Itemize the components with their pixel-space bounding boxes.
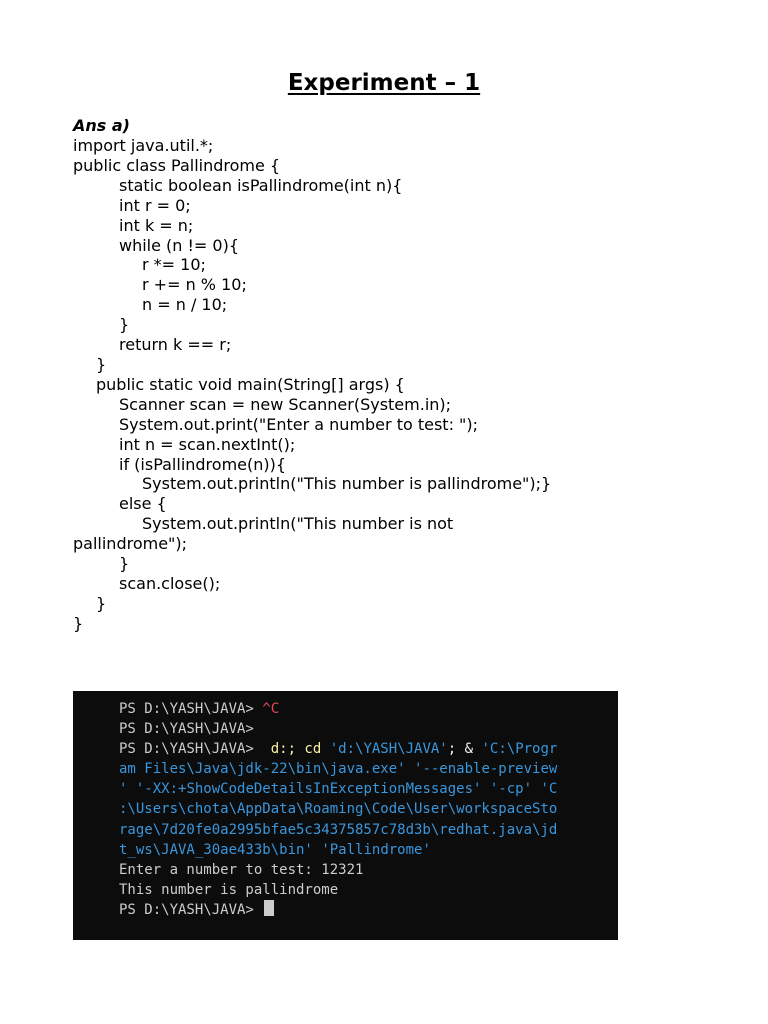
terminal-flag: '--enable-preview	[414, 761, 558, 778]
code-line: import java.util.*;	[73, 136, 214, 155]
terminal-line	[119, 860, 609, 880]
terminal-interrupt: ^C	[262, 701, 280, 717]
code-line: public static void main(String[] args) {	[96, 374, 405, 394]
code-line: while (n != 0){	[119, 235, 240, 255]
terminal-cd-path: 'd:\YASH\JAVA'	[329, 741, 448, 758]
terminal-prompt: PS D:\YASH\JAVA>	[119, 721, 254, 738]
answer-label: Ans a)	[73, 116, 130, 135]
code-line: }	[96, 354, 107, 374]
terminal-separator: ; &	[447, 741, 474, 758]
code-line: int n = scan.nextInt();	[119, 434, 296, 454]
terminal-output-line: This number is pallindrome	[119, 881, 339, 898]
code-line: else {	[119, 494, 167, 514]
code-line: Scanner scan = new Scanner(System.in);	[119, 394, 452, 414]
code-line: }	[96, 593, 107, 613]
code-line: }	[73, 613, 84, 633]
terminal-cp-flag: '-cp'	[489, 781, 533, 798]
terminal-prompt: PS D:\YASH\JAVA>	[119, 741, 254, 758]
terminal-flag: '-XX:+ShowCodeDetailsInExceptionMessages'	[135, 781, 482, 798]
terminal-flag-cont: '	[119, 781, 128, 798]
terminal-line	[119, 779, 609, 799]
code-listing	[73, 136, 693, 634]
terminal-line	[119, 900, 609, 920]
terminal-prompt: PS D:\YASH\JAVA>	[119, 901, 254, 918]
code-line: int r = 0;	[119, 195, 191, 215]
code-line: System.out.println("This number is not	[142, 514, 454, 534]
terminal-line	[119, 739, 609, 759]
terminal-line	[119, 799, 609, 819]
code-line: return k == r;	[119, 335, 232, 355]
terminal-output-line: Enter a number to test: 12321	[119, 861, 364, 878]
code-line: scan.close();	[119, 573, 221, 593]
code-line: pallindrome");	[73, 534, 188, 554]
code-line: r *= 10;	[142, 255, 206, 275]
terminal-output	[119, 699, 609, 920]
terminal-prompt: PS D:\YASH\JAVA>	[119, 701, 254, 717]
terminal-line	[119, 880, 609, 900]
terminal-java-path: 'C:\Progr	[481, 741, 558, 758]
code-line: if (isPallindrome(n)){	[119, 454, 287, 474]
terminal-line	[119, 719, 609, 739]
terminal-line	[119, 699, 609, 719]
terminal-cp-value-cont: :\Users\chota\AppData\Roaming\Code\User\workspaceSto	[119, 801, 558, 818]
terminal-line	[119, 840, 609, 860]
code-line: }	[119, 315, 130, 335]
code-line: static boolean isPallindrome(int n){	[119, 175, 403, 195]
terminal-java-path-cont: am Files\Java\jdk-22\bin\java.exe'	[119, 761, 406, 778]
terminal-cp-value-cont: t_ws\JAVA_30ae433b\bin'	[119, 841, 313, 858]
code-line: r += n % 10;	[142, 275, 247, 295]
terminal-class-name: 'Pallindrome'	[321, 841, 431, 858]
terminal-cp-value-cont: rage\7d20fe0a2995bfae5c34375857c78d3b\redhat.java\jd	[119, 821, 558, 838]
terminal-cursor	[264, 900, 274, 916]
code-line: int k = n;	[119, 215, 194, 235]
code-line: n = n / 10;	[142, 295, 228, 315]
terminal-cd-command: d:; cd	[270, 741, 322, 758]
code-line: System.out.print("Enter a number to test: ");	[119, 414, 479, 434]
terminal-screenshot	[73, 691, 618, 940]
code-line: }	[119, 554, 130, 574]
terminal-line	[119, 820, 609, 840]
terminal-line	[119, 759, 609, 779]
code-line: System.out.println("This number is pallindrome");}	[142, 474, 552, 494]
terminal-cp-value: 'C	[540, 781, 558, 798]
page-title: Experiment – 1	[287, 70, 481, 96]
code-line: public class Pallindrome {	[73, 155, 281, 175]
